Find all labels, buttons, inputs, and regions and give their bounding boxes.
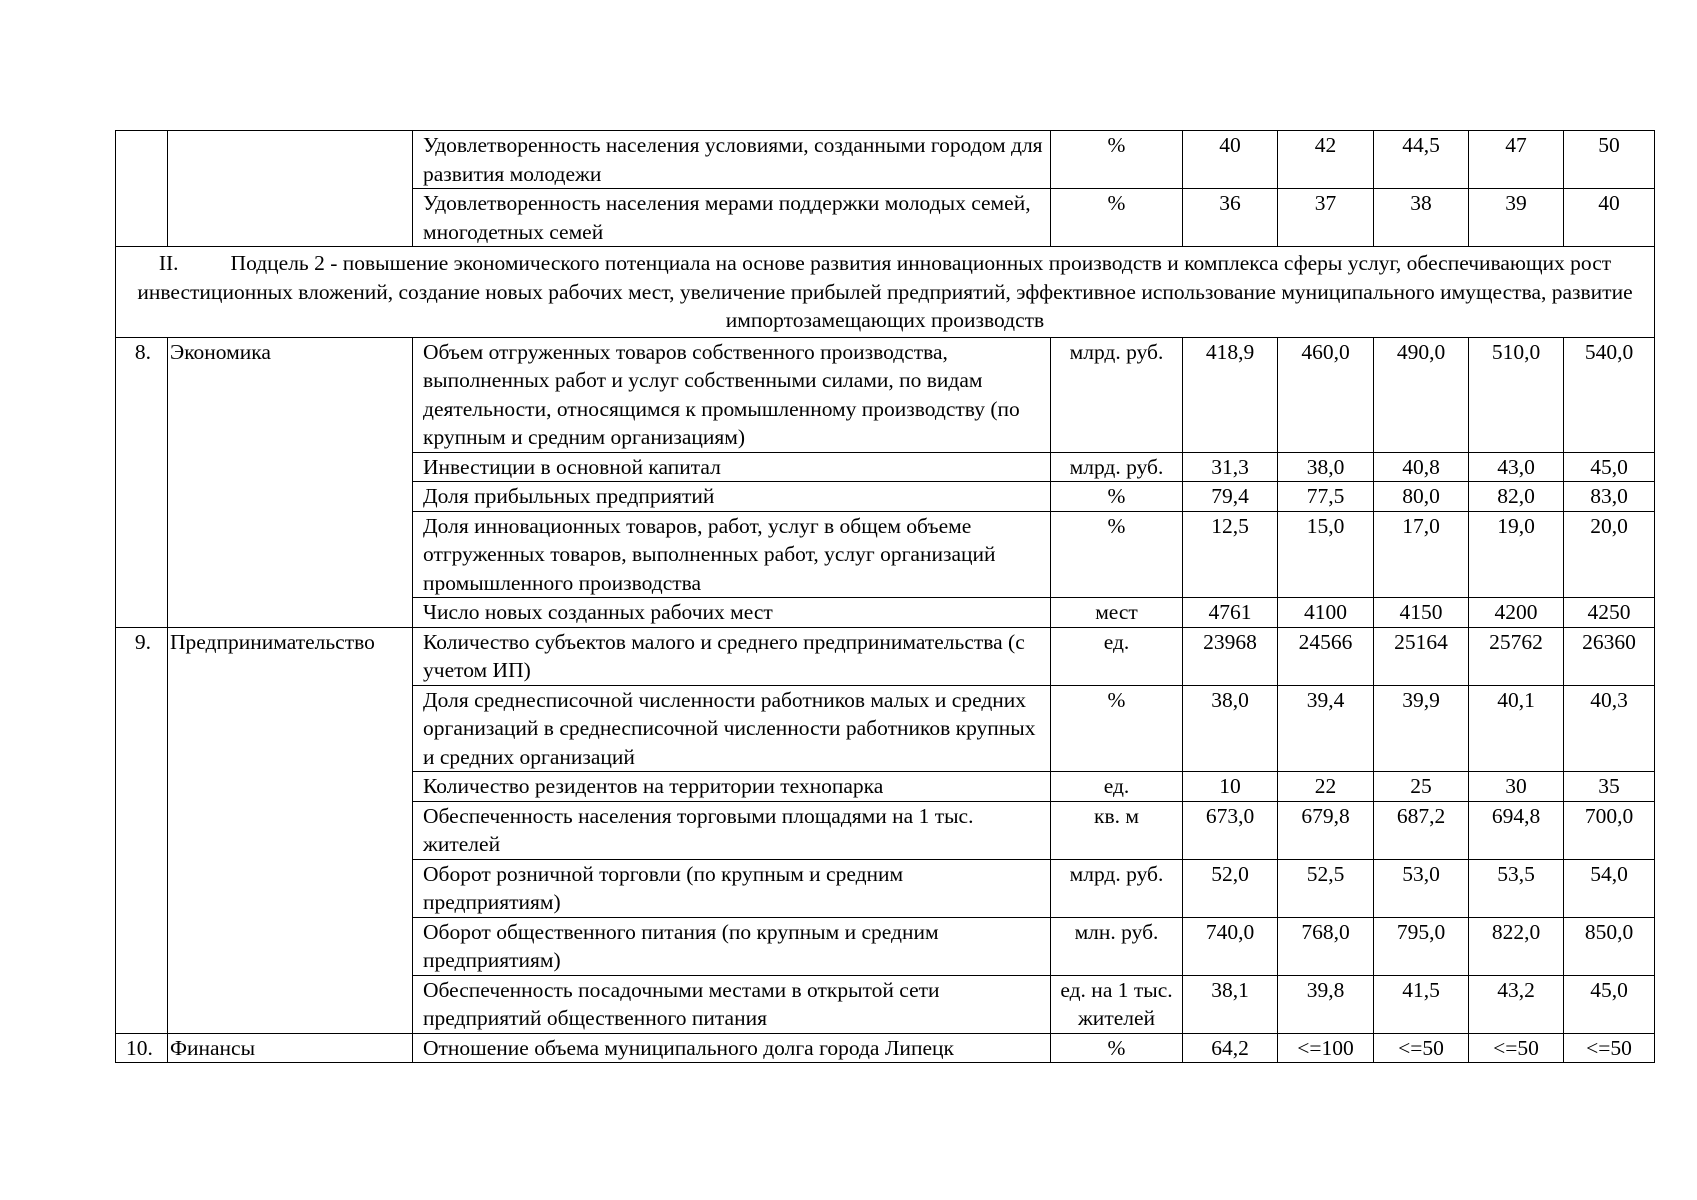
value-cell: 77,5 — [1278, 482, 1374, 512]
indicator-cell: Инвестиции в основной капитал — [413, 452, 1051, 482]
value-cell: 82,0 — [1469, 482, 1564, 512]
unit-cell: мест — [1051, 598, 1183, 628]
indicators-table — [115, 130, 1655, 1063]
unit-cell: % — [1051, 482, 1183, 512]
unit-cell: ед. — [1051, 772, 1183, 802]
indicator-cell: Количество субъектов малого и среднего предпринимательства (с учетом ИП) — [413, 627, 1051, 685]
number-cell-empty — [116, 131, 168, 247]
value-cell: 40 — [1564, 189, 1655, 247]
value-cell: 43,0 — [1469, 452, 1564, 482]
unit-cell: % — [1051, 511, 1183, 598]
value-cell: 418,9 — [1183, 337, 1278, 452]
value-cell: 23968 — [1183, 627, 1278, 685]
value-cell: 20,0 — [1564, 511, 1655, 598]
value-cell: 40,1 — [1469, 685, 1564, 772]
unit-cell: кв. м — [1051, 801, 1183, 859]
value-cell: 25164 — [1374, 627, 1469, 685]
value-cell: 694,8 — [1469, 801, 1564, 859]
unit-cell: ед. — [1051, 627, 1183, 685]
indicator-cell: Число новых созданных рабочих мест — [413, 598, 1051, 628]
value-cell: 50 — [1564, 131, 1655, 189]
indicator-cell: Обеспеченность посадочными местами в открытой сети предприятий общественного питания — [413, 975, 1051, 1033]
section-name: Предпринимательство — [168, 627, 413, 1033]
value-cell: 4250 — [1564, 598, 1655, 628]
section-number: 10. — [116, 1033, 168, 1063]
value-cell: 17,0 — [1374, 511, 1469, 598]
value-cell: 39,8 — [1278, 975, 1374, 1033]
value-cell: 510,0 — [1469, 337, 1564, 452]
indicator-cell: Количество резидентов на территории технопарка — [413, 772, 1051, 802]
value-cell: 47 — [1469, 131, 1564, 189]
value-cell: 40,8 — [1374, 452, 1469, 482]
table-row — [116, 627, 1655, 685]
value-cell: 53,0 — [1374, 859, 1469, 917]
unit-cell: % — [1051, 685, 1183, 772]
value-cell: 39 — [1469, 189, 1564, 247]
value-cell: 740,0 — [1183, 917, 1278, 975]
section-number: 8. — [116, 337, 168, 627]
indicator-cell: Доля инновационных товаров, работ, услуг в общем объеме отгруженных товаров, выполненных работ, услуг организаций промышленного производства — [413, 511, 1051, 598]
value-cell: 64,2 — [1183, 1033, 1278, 1063]
value-cell: 4761 — [1183, 598, 1278, 628]
value-cell: 25 — [1374, 772, 1469, 802]
value-cell: 38,1 — [1183, 975, 1278, 1033]
value-cell: 54,0 — [1564, 859, 1655, 917]
table-row — [116, 337, 1655, 452]
indicator-cell: Удовлетворенность населения условиями, созданными городом для развития молодежи — [413, 131, 1051, 189]
value-cell: <=50 — [1564, 1033, 1655, 1063]
value-cell: 39,9 — [1374, 685, 1469, 772]
value-cell: 850,0 — [1564, 917, 1655, 975]
subgoal-text: Подцель 2 - повышение экономического потенциала на основе развития инновационных производств и комплекса сферы услуг, обеспечивающих рост инвестиционных вложений, создание новых рабочих мест, увеличение прибылей предприятий, эффективное использование муниципального имущества, развитие импортозамещающих производств — [137, 251, 1633, 332]
value-cell: 83,0 — [1564, 482, 1655, 512]
value-cell: 41,5 — [1374, 975, 1469, 1033]
section-name: Экономика — [168, 337, 413, 627]
value-cell: 4150 — [1374, 598, 1469, 628]
value-cell: 24566 — [1278, 627, 1374, 685]
value-cell: 4200 — [1469, 598, 1564, 628]
value-cell: 45,0 — [1564, 975, 1655, 1033]
unit-cell: млрд. руб. — [1051, 452, 1183, 482]
value-cell: <=50 — [1469, 1033, 1564, 1063]
value-cell: 42 — [1278, 131, 1374, 189]
indicator-cell: Объем отгруженных товаров собственного производства, выполненных работ и услуг собственными силами, по видам деятельности, относящимся к промышленному производству (по крупным и средним организациям) — [413, 337, 1051, 452]
value-cell: <=50 — [1374, 1033, 1469, 1063]
value-cell: 490,0 — [1374, 337, 1469, 452]
subgoal-cell — [116, 247, 1655, 338]
value-cell: 795,0 — [1374, 917, 1469, 975]
unit-cell: млрд. руб. — [1051, 337, 1183, 452]
indicator-cell: Обеспеченность населения торговыми площадями на 1 тыс. жителей — [413, 801, 1051, 859]
value-cell: 25762 — [1469, 627, 1564, 685]
value-cell: 12,5 — [1183, 511, 1278, 598]
value-cell: 26360 — [1564, 627, 1655, 685]
value-cell: 52,5 — [1278, 859, 1374, 917]
value-cell: 44,5 — [1374, 131, 1469, 189]
unit-cell: млн. руб. — [1051, 917, 1183, 975]
value-cell: 19,0 — [1469, 511, 1564, 598]
value-cell: 10 — [1183, 772, 1278, 802]
indicator-cell: Доля среднесписочной численности работников малых и средних организаций в среднесписочной численности работников крупных и средних организаций — [413, 685, 1051, 772]
value-cell: 36 — [1183, 189, 1278, 247]
value-cell: 39,4 — [1278, 685, 1374, 772]
value-cell: 22 — [1278, 772, 1374, 802]
value-cell: 540,0 — [1564, 337, 1655, 452]
value-cell: 79,4 — [1183, 482, 1278, 512]
table-row — [116, 131, 1655, 189]
value-cell: 80,0 — [1374, 482, 1469, 512]
value-cell: 4100 — [1278, 598, 1374, 628]
indicator-cell: Отношение объема муниципального долга города Липецк — [413, 1033, 1051, 1063]
subgoal-numeral: II. — [158, 251, 179, 275]
value-cell: 38,0 — [1183, 685, 1278, 772]
value-cell: 687,2 — [1374, 801, 1469, 859]
value-cell: 37 — [1278, 189, 1374, 247]
unit-cell: % — [1051, 1033, 1183, 1063]
value-cell: 30 — [1469, 772, 1564, 802]
value-cell: 52,0 — [1183, 859, 1278, 917]
subgoal-row — [116, 247, 1655, 338]
value-cell: 822,0 — [1469, 917, 1564, 975]
unit-cell: % — [1051, 189, 1183, 247]
unit-cell: % — [1051, 131, 1183, 189]
unit-cell: ед. на 1 тыс. жителей — [1051, 975, 1183, 1033]
value-cell: 679,8 — [1278, 801, 1374, 859]
indicator-cell: Оборот розничной торговли (по крупным и средним предприятиям) — [413, 859, 1051, 917]
table-body — [116, 131, 1655, 1063]
unit-cell: млрд. руб. — [1051, 859, 1183, 917]
section-name: Финансы — [168, 1033, 413, 1063]
value-cell: 35 — [1564, 772, 1655, 802]
value-cell: 31,3 — [1183, 452, 1278, 482]
section-number: 9. — [116, 627, 168, 1033]
section-cell-empty — [168, 131, 413, 247]
value-cell: 40 — [1183, 131, 1278, 189]
value-cell: 45,0 — [1564, 452, 1655, 482]
table-row — [116, 1033, 1655, 1063]
value-cell: 43,2 — [1469, 975, 1564, 1033]
value-cell: 768,0 — [1278, 917, 1374, 975]
indicator-cell: Удовлетворенность населения мерами поддержки молодых семей, многодетных семей — [413, 189, 1051, 247]
value-cell: 15,0 — [1278, 511, 1374, 598]
indicator-cell: Оборот общественного питания (по крупным и средним предприятиям) — [413, 917, 1051, 975]
value-cell: 673,0 — [1183, 801, 1278, 859]
value-cell: 53,5 — [1469, 859, 1564, 917]
indicator-cell: Доля прибыльных предприятий — [413, 482, 1051, 512]
value-cell: 38,0 — [1278, 452, 1374, 482]
value-cell: <=100 — [1278, 1033, 1374, 1063]
value-cell: 700,0 — [1564, 801, 1655, 859]
value-cell: 38 — [1374, 189, 1469, 247]
value-cell: 40,3 — [1564, 685, 1655, 772]
value-cell: 460,0 — [1278, 337, 1374, 452]
